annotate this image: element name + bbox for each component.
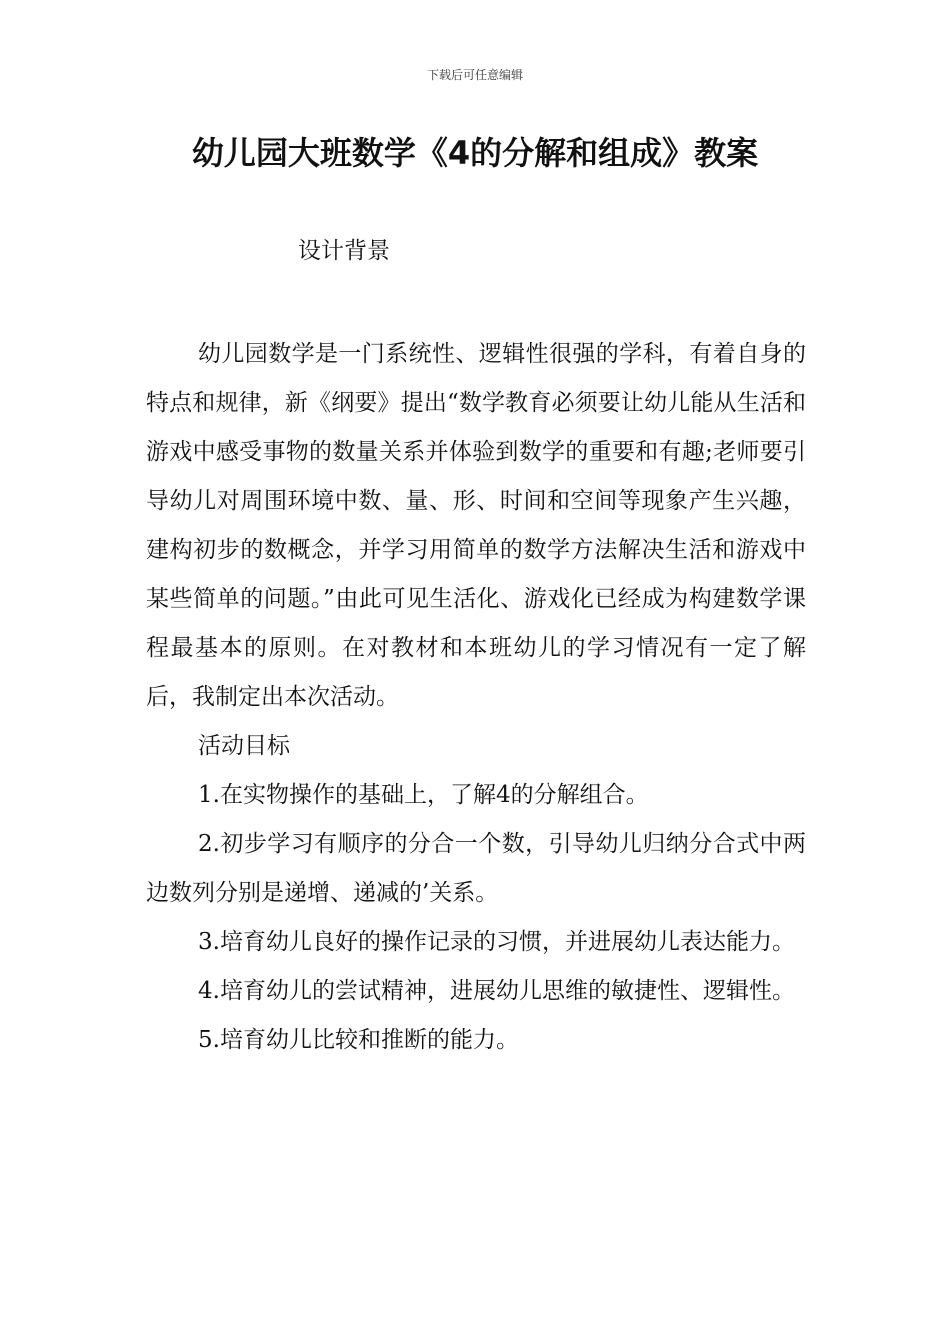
goal-item-2: 2.初步学习有顺序的分合一个数，引导幼儿归纳分合式中两边数列分别是递增、递减的’关系。: [146, 831, 806, 906]
section-heading-goals: 活动目标: [198, 733, 290, 759]
goal-item-5: 5.培育幼儿比较和推断的能力。: [198, 1027, 519, 1053]
document-body: [146, 330, 806, 1065]
goal-item-3: 3.培育幼儿良好的操作记录的习惯，并进展幼儿表达能力。: [198, 929, 795, 955]
document-title: 幼儿园大班数学《4的分解和组成》教案: [191, 134, 759, 172]
section-heading-background: 设计背景: [298, 238, 390, 264]
goal-item-1: 1.在实物操作的基础上，了解4的分解组合。: [198, 782, 649, 808]
goal-item-4: 4.培育幼儿的尝试精神，进展幼儿思维的敏捷性、逻辑性。: [198, 978, 795, 1004]
page-header-note: 下载后可任意编辑: [426, 68, 523, 82]
intro-paragraph: 幼儿园数学是一门系统性、逻辑性很强的学科，有着自身的特点和规律，新《纲要》提出“数学教育必须要让幼儿能从生活和游戏中感受事物的数量关系并体验到数学的重要和有趣;老师要引导幼儿对周围环境中数、量、形、时间和空间等现象产生兴趣，建构初步的数概念，并学习用简单的数学方法解决生活和游戏中某些简单的问题。”由此可见生活化、游戏化已经成为构建数学课程最基本的原则。在对教材和本班幼儿的学习情况有一定了解后，我制定出本次活动。: [146, 341, 806, 710]
